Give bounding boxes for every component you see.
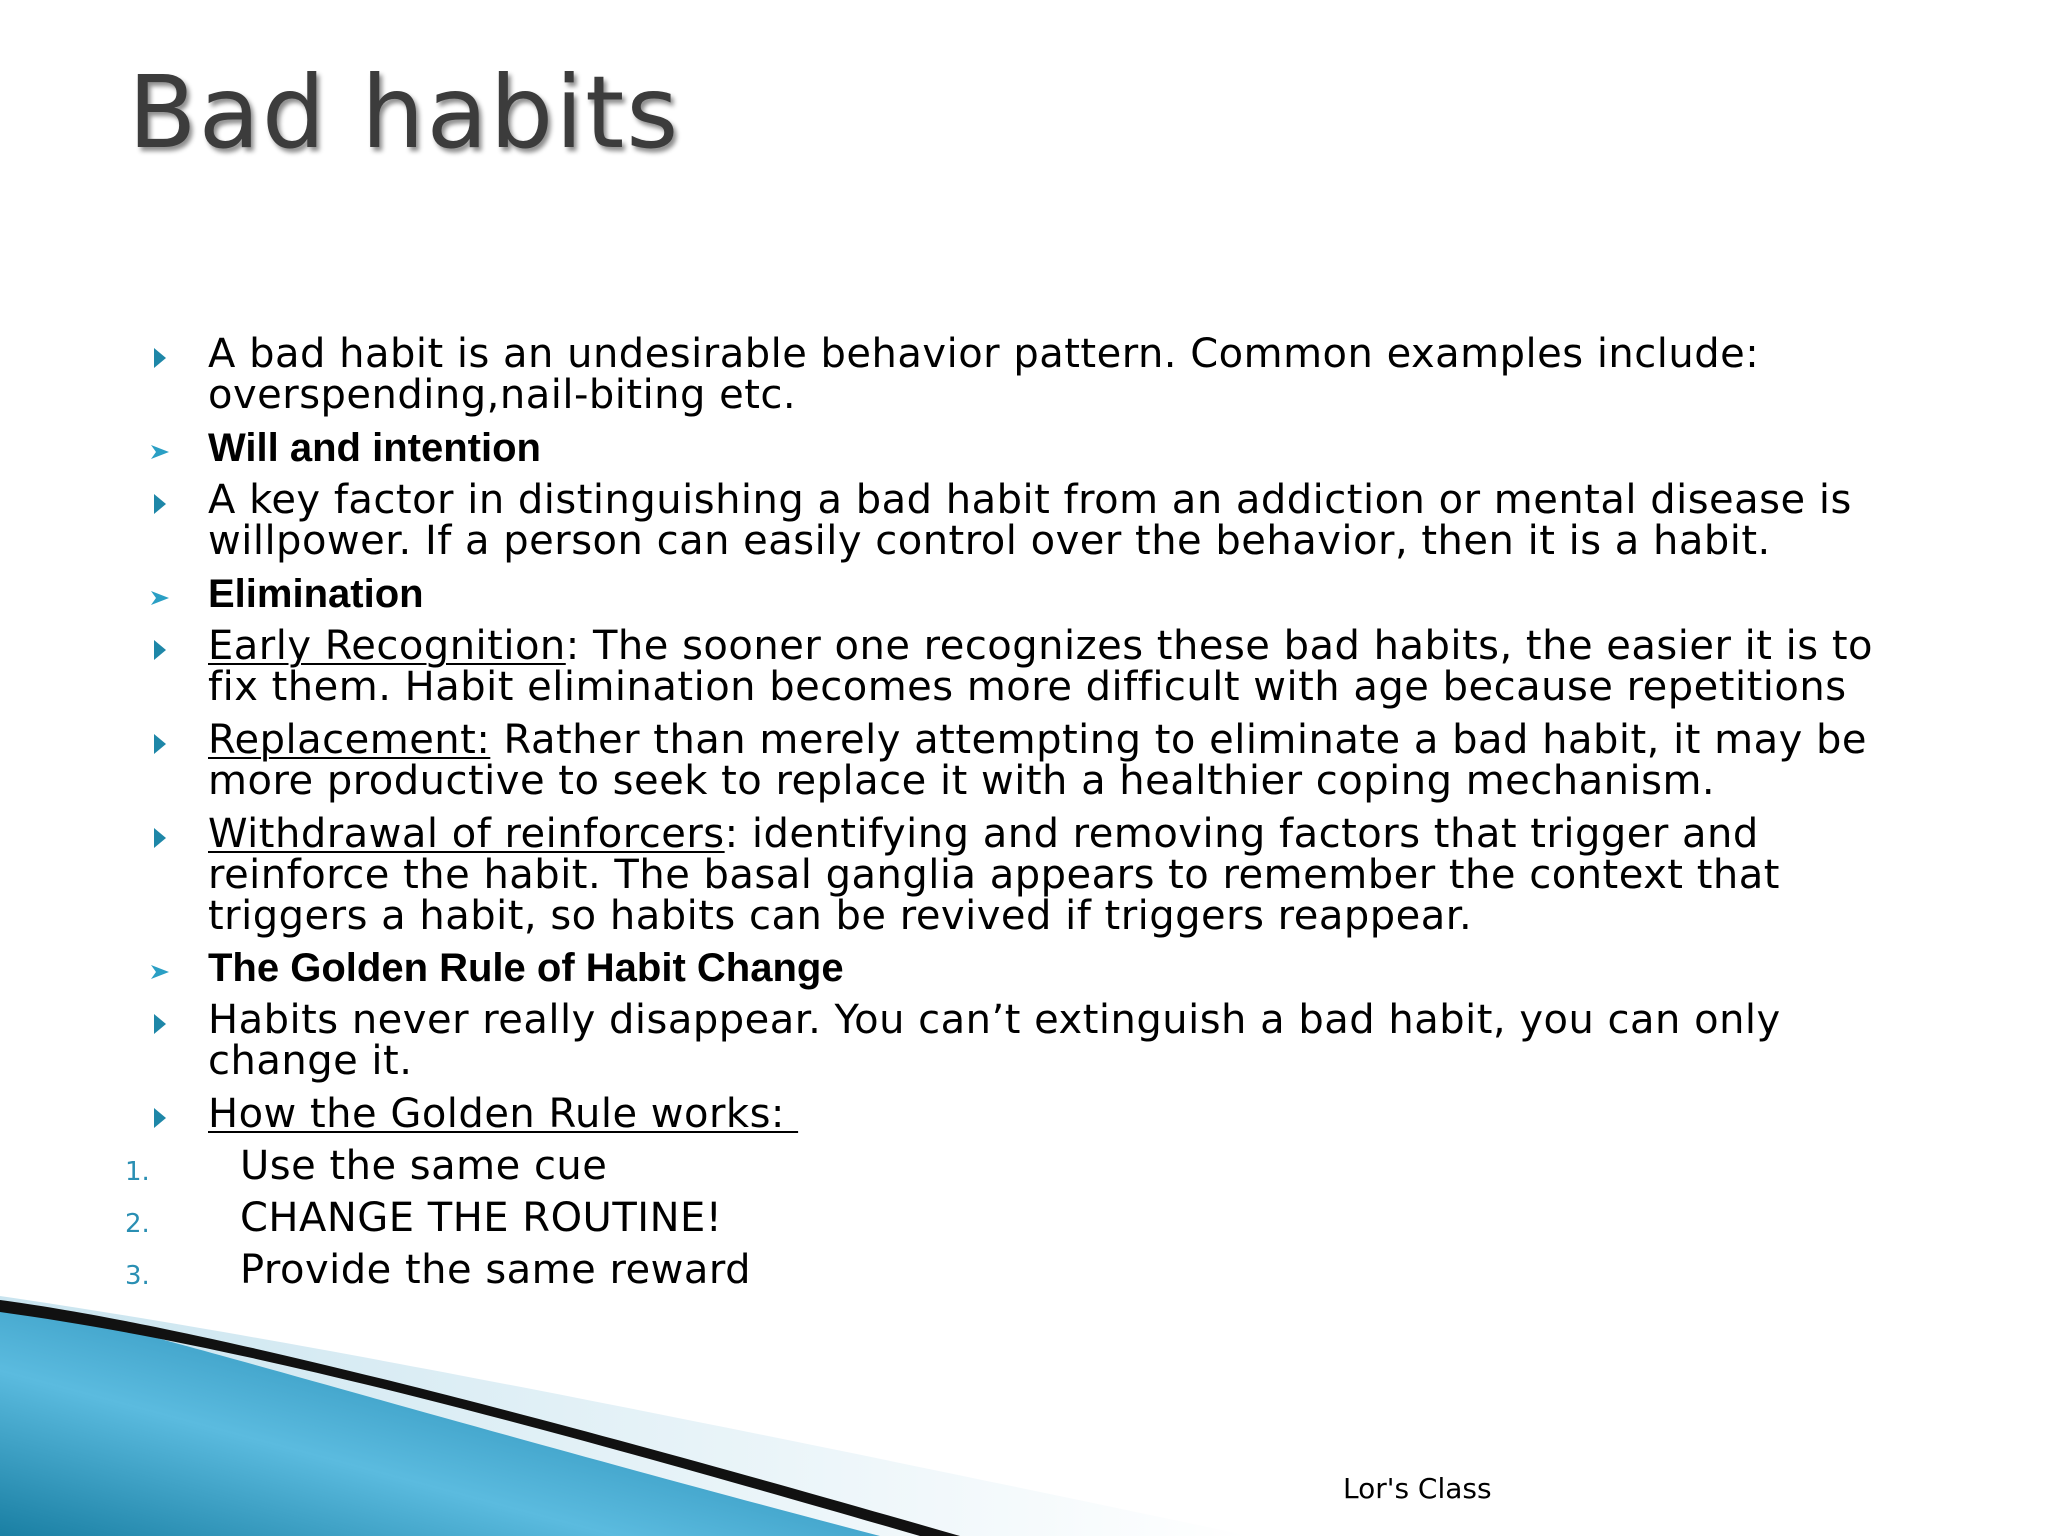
bullet-text: A bad habit is an undesirable behavior pattern. Common examples include: overspending,nail-biting etc. xyxy=(208,331,1760,418)
triangle-right-icon xyxy=(150,638,170,662)
bullet-body: : identifying and removing factors that trigger and reinforce the habit. The basal ganglia appears to remember the context that triggers a habit, so habits can be revived if triggers reappear. xyxy=(208,811,1780,939)
underlined-label: Early Recognition xyxy=(208,623,566,669)
list-item-heading xyxy=(208,948,1908,989)
triangle-right-icon xyxy=(150,346,170,370)
list-item xyxy=(208,997,1908,1084)
underlined-label: Replacement: xyxy=(208,717,491,763)
underlined-label: Withdrawal of reinforcers xyxy=(208,811,725,857)
underlined-label: How the Golden Rule works: xyxy=(208,1091,799,1137)
heading-text: The Golden Rule of Habit Change xyxy=(208,946,844,990)
footer-label: Lor's Class xyxy=(1343,1472,1492,1505)
triangle-right-icon xyxy=(150,732,170,756)
bullet-text xyxy=(208,717,1908,804)
bullet-body: Rather than merely attempting to eliminate a bad habit, it may be more productive to seek to replace it with a healthier coping mechanism. xyxy=(208,717,1867,804)
list-item xyxy=(208,477,1908,564)
bullet-text xyxy=(208,623,1908,710)
triangle-right-icon xyxy=(150,826,170,850)
bullet-text: A key factor in distinguishing a bad habit from an addiction or mental disease is willpower. If a person can easily control over the behavior, then it is a habit. xyxy=(208,477,1852,564)
step-number: 2. xyxy=(125,1209,150,1239)
list-item xyxy=(208,623,1908,710)
slide-title: Bad habits xyxy=(128,54,681,171)
bullet-body: : The sooner one recognizes these bad habits, the easier it is to fix them. Habit elimination becomes more difficult with age because repetitions xyxy=(208,623,1873,710)
step-number: 3. xyxy=(125,1261,150,1291)
arrowhead-icon xyxy=(150,586,170,610)
arrowhead-icon xyxy=(150,440,170,464)
step-text: Provide the same reward xyxy=(240,1247,751,1293)
list-item-heading xyxy=(208,428,1908,469)
list-item xyxy=(208,1091,1908,1137)
triangle-right-icon xyxy=(150,1012,170,1036)
bullet-text: Habits never really disappear. You can’t extinguish a bad habit, you can only change it. xyxy=(208,997,1781,1084)
heading-text: Will and intention xyxy=(208,426,541,470)
step-text: CHANGE THE ROUTINE! xyxy=(240,1195,723,1241)
step-number: 1. xyxy=(125,1157,150,1187)
triangle-right-icon xyxy=(150,1106,170,1130)
list-item xyxy=(208,811,1908,939)
triangle-right-icon xyxy=(150,492,170,516)
list-item xyxy=(208,717,1908,804)
list-item-heading xyxy=(208,574,1908,615)
bullet-text xyxy=(208,811,1908,939)
bullet-text xyxy=(208,1091,1908,1137)
list-item xyxy=(208,331,1908,418)
step-text: Use the same cue xyxy=(240,1143,608,1189)
heading-text: Elimination xyxy=(208,572,424,616)
arrowhead-icon xyxy=(150,960,170,984)
